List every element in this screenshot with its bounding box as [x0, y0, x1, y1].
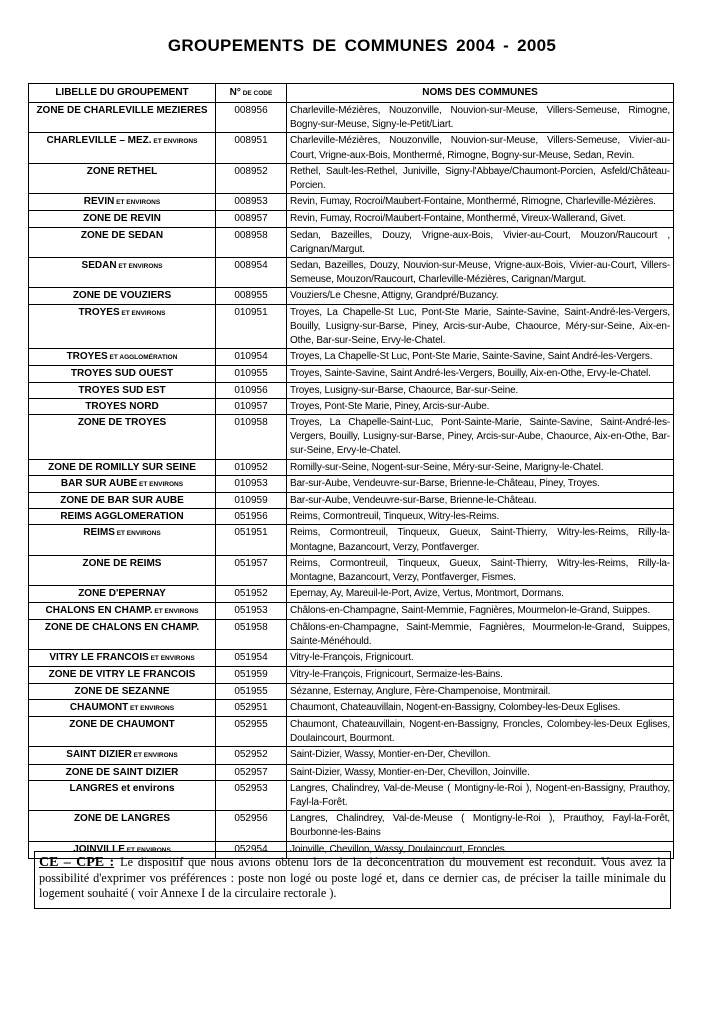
code-cell: 052951	[216, 699, 287, 716]
code-cell: 052955	[216, 716, 287, 746]
table-row	[29, 555, 674, 585]
libelle-suffix: ET ENVIRONS	[114, 199, 161, 207]
code-cell: 051959	[216, 667, 287, 683]
libelle-main: CHALONS EN CHAMP.	[45, 604, 153, 616]
table-row	[29, 258, 674, 288]
code-cell: 008955	[216, 288, 287, 304]
communes-cell: Bar-sur-Aube, Vendeuvre-sur-Barse, Brienne-le-Château, Piney, Troyes.	[287, 475, 674, 492]
communes-cell: Saint-Dizier, Wassy, Montier-en-Der, Chevillon, Joinville.	[287, 764, 674, 780]
libelle-main: LANGRES et environs	[69, 782, 175, 794]
libelle-suffix: ET ENVIRONS	[148, 655, 195, 663]
libelle-cell	[29, 163, 216, 193]
table-row	[29, 716, 674, 746]
communes-cell: Troyes, La Chapelle-Saint-Luc, Pont-Sainte-Marie, Sainte-Savine, Saint-André-les-Vergers, Bouilly, Lusigny-sur-Barse, Piney, Arcis-sur-Aube, Chaource, Aix-en-Othe, Bar-sur-Seine, Ervy-le-Chatel.	[287, 415, 674, 460]
code-cell: 008951	[216, 133, 287, 163]
code-cell: 010958	[216, 415, 287, 460]
communes-cell: Joinville, Chevillon, Wassy, Doulaincourt, Froncles.	[287, 841, 674, 858]
libelle-main: REVIN	[83, 196, 115, 208]
libelle-cell	[29, 811, 216, 841]
communes-cell: Reims, Cormontreuil, Tinqueux, Gueux, Saint-Thierry, Witry-les-Reims, Rilly-la-Montagne, Bazancourt, Verzy, Pontfaverger.	[287, 525, 674, 555]
code-cell: 008953	[216, 194, 287, 211]
header-libelle: LIBELLE DU GROUPEMENT	[29, 84, 216, 103]
table-row	[29, 780, 674, 810]
libelle-suffix: ET ENVIRONS	[128, 704, 175, 712]
libelle-cell	[29, 555, 216, 585]
communes-cell: Troyes, Sainte-Savine, Saint André-les-Vergers, Bouilly, Aix-en-Othe, Ervy-le-Chatel.	[287, 366, 674, 382]
code-cell: 010955	[216, 366, 287, 382]
table-row	[29, 133, 674, 163]
table-row	[29, 699, 674, 716]
code-cell: 052957	[216, 764, 287, 780]
code-cell: 052953	[216, 780, 287, 810]
code-cell: 008952	[216, 163, 287, 193]
communes-cell: Revin, Fumay, Rocroi/Maubert-Fontaine, Monthermé, Vireux-Wallerand, Givet.	[287, 211, 674, 227]
table-row	[29, 194, 674, 211]
communes-cell: Rethel, Sault-les-Rethel, Juniville, Signy-l'Abbaye/Chaumont-Porcien, Asfeld/Château- Porcien.	[287, 163, 674, 193]
header-code-small: DE CODE	[240, 89, 273, 97]
communes-cell: Troyes, Lusigny-sur-Barse, Chaource, Bar-sur-Seine.	[287, 382, 674, 398]
libelle-cell	[29, 716, 216, 746]
note-label: CE – CPE :	[39, 855, 115, 870]
table-row	[29, 586, 674, 602]
communes-cell: Châlons-en-Champagne, Saint-Memmie, Fagnières, Mourmelon-le-Grand, Suippes, Sainte-Ménéhould.	[287, 619, 674, 649]
libelle-cell	[29, 304, 216, 349]
page-title: GROUPEMENTS DE COMMUNES 2004 - 2005	[167, 36, 557, 55]
libelle-suffix: ET ENVIRONS	[124, 846, 171, 854]
communes-cell: Saint-Dizier, Wassy, Montier-en-Der, Chevillon.	[287, 747, 674, 764]
libelle-cell	[29, 586, 216, 602]
communes-cell: Chaumont, Chateauvillain, Nogent-en-Bassigny, Colombey-les-Deux Eglises.	[287, 699, 674, 716]
code-cell: 008957	[216, 211, 287, 227]
libelle-main: REIMS	[83, 527, 115, 539]
table-row	[29, 811, 674, 841]
communes-cell: Vitry-le-François, Frignicourt, Sermaize-les-Bains.	[287, 667, 674, 683]
libelle-cell	[29, 525, 216, 555]
code-cell: 051954	[216, 650, 287, 667]
code-cell: 008956	[216, 103, 287, 133]
libelle-cell	[29, 349, 216, 366]
libelle-cell	[29, 194, 216, 211]
libelle-suffix: ET AGGLOMÉRATION	[107, 354, 178, 362]
libelle-cell	[29, 650, 216, 667]
libelle-suffix: ET ENVIRONS	[114, 530, 161, 538]
table-row	[29, 459, 674, 475]
libelle-main: VITRY LE FRANCOIS	[49, 652, 149, 664]
libelle-cell	[29, 764, 216, 780]
libelle-cell	[29, 459, 216, 475]
communes-cell: Troyes, La Chapelle-St Luc, Pont-Ste Marie, Sainte-Savine, Saint André-les-Vergers.	[287, 349, 674, 366]
table-row	[29, 525, 674, 555]
libelle-cell	[29, 747, 216, 764]
groupements-table	[28, 83, 674, 859]
code-cell: 008954	[216, 258, 287, 288]
libelle-cell	[29, 619, 216, 649]
code-cell: 010953	[216, 475, 287, 492]
communes-cell: Charleville-Mézières, Nouzonville, Nouvion-sur-Meuse, Villers-Semeuse, Vivier-au-Court, Vrigne-aux-Bois, Monthermé, Rimogne, Bogny-sur-Meuse, Sedan, Revin.	[287, 133, 674, 163]
libelle-cell	[29, 780, 216, 810]
code-cell: 008958	[216, 227, 287, 257]
libelle-main: ZONE DE CHALONS EN CHAMP.	[44, 621, 200, 633]
communes-cell: Langres, Chalindrey, Val-de-Meuse ( Montigny-le-Roi ), Nogent-en-Bassigny, Prauthoy, Fayl-la-Forêt.	[287, 780, 674, 810]
libelle-main: TROYES	[66, 351, 108, 363]
libelle-cell	[29, 227, 216, 257]
table-row	[29, 602, 674, 619]
table-row	[29, 493, 674, 509]
libelle-main: ZONE DE CHARLEVILLE MEZIERES	[36, 105, 208, 116]
table-row	[29, 415, 674, 460]
libelle-cell	[29, 103, 216, 133]
table-row	[29, 475, 674, 492]
libelle-cell	[29, 398, 216, 414]
libelle-main: ZONE DE VOUZIERS	[72, 290, 172, 302]
libelle-main: TROYES SUD EST	[78, 384, 166, 396]
table-row	[29, 619, 674, 649]
libelle-suffix: ET ENVIRONS	[131, 752, 178, 760]
code-cell: 052952	[216, 747, 287, 764]
code-cell: 010957	[216, 398, 287, 414]
header-noms: NOMS DES COMMUNES	[287, 84, 674, 103]
libelle-main: TROYES SUD OUEST	[70, 368, 174, 380]
libelle-main: CHAUMONT	[69, 701, 129, 713]
libelle-suffix: ET ENVIRONS	[152, 607, 199, 615]
communes-cell: Chaumont, Chateauvillain, Nogent-en-Bassigny, Froncles, Colombey-les-Deux Eglises, Doulaincourt, Bourmont.	[287, 716, 674, 746]
libelle-main: ZONE DE REVIN	[83, 213, 161, 225]
libelle-main: ZONE DE REIMS	[82, 557, 162, 569]
libelle-main: ZONE D'EPERNAY	[78, 588, 166, 600]
communes-cell: Revin, Fumay, Rocroi/Maubert-Fontaine, Monthermé, Rimogne, Charleville-Mézières.	[287, 194, 674, 211]
libelle-main: JOINVILLE	[73, 843, 125, 855]
libelle-cell	[29, 415, 216, 460]
communes-cell: Sedan, Bazeilles, Douzy, Vrigne-aux-Bois, Vivier-au-Court, Mouzon/Raucourt , Carignan/Margut.	[287, 227, 674, 257]
communes-cell: Sedan, Bazeilles, Douzy, Nouvion-sur-Meuse, Vrigne-aux-Bois, Vivier-au-Court, Villers-Semeuse, Mouzon/Raucourt, Charleville-Mézières, Carignan/Margut.	[287, 258, 674, 288]
libelle-main: BAR SUR AUBE	[60, 477, 138, 489]
libelle-main: REIMS AGGLOMERATION	[60, 511, 184, 523]
libelle-cell	[29, 683, 216, 699]
communes-cell: Sézanne, Esternay, Anglure, Fère-Champenoise, Montmirail.	[287, 683, 674, 699]
code-cell: 010952	[216, 459, 287, 475]
table-row	[29, 304, 674, 349]
table-row	[29, 349, 674, 366]
note-text: Le dispositif que nous avions obtenu lors de la déconcentration du mouvement est reconduit. Vous avez la possibilité d'exprimer vos préférences : poste non logé ou poste logé et, dans ce dernier cas, de préciser la taille minimale du logement souhaité ( voir Annexe I de la circulaire rectorale ).	[39, 855, 666, 900]
table-row	[29, 366, 674, 382]
libelle-cell	[29, 602, 216, 619]
code-cell: 051951	[216, 525, 287, 555]
communes-cell: Troyes, La Chapelle-St Luc, Pont-Ste Marie, Sainte-Savine, Saint-André-les-Vergers, Bouilly, Lusigny-sur-Barse, Piney, Arcis-sur-Aube, Chaource, Méry-sur-Seine, Aix-en-Othe, Bar-sur-Seine, Ervy-le-Chatel.	[287, 304, 674, 349]
libelle-cell	[29, 699, 216, 716]
table-row	[29, 683, 674, 699]
table-row	[29, 747, 674, 764]
libelle-main: ZONE DE SAINT DIZIER	[65, 766, 179, 778]
code-cell: 051952	[216, 586, 287, 602]
libelle-cell	[29, 366, 216, 382]
code-cell: 010954	[216, 349, 287, 366]
code-cell: 010956	[216, 382, 287, 398]
communes-cell: Reims, Cormontreuil, Tinqueux, Witry-les-Reims.	[287, 509, 674, 525]
code-cell: 010951	[216, 304, 287, 349]
table-row	[29, 227, 674, 257]
table-row	[29, 509, 674, 525]
ce-cpe-note	[34, 851, 671, 909]
code-cell: 051955	[216, 683, 287, 699]
libelle-suffix: ET ENVIRONS	[119, 309, 166, 317]
libelle-cell	[29, 667, 216, 683]
table-row	[29, 288, 674, 304]
table-header-row	[29, 84, 674, 103]
libelle-cell	[29, 493, 216, 509]
code-cell: 051958	[216, 619, 287, 649]
communes-cell: Troyes, Pont-Ste Marie, Piney, Arcis-sur-Aube.	[287, 398, 674, 414]
libelle-suffix: ET ENVIRONS	[151, 138, 198, 146]
libelle-main: ZONE RETHEL	[86, 165, 158, 177]
libelle-main: ZONE DE VITRY LE FRANCOIS	[48, 669, 196, 681]
libelle-main: SEDAN	[81, 260, 117, 272]
header-code	[216, 84, 287, 103]
libelle-cell	[29, 133, 216, 163]
table-row	[29, 398, 674, 414]
table-row	[29, 667, 674, 683]
table-body	[29, 103, 674, 859]
communes-cell: Châlons-en-Champagne, Saint-Memmie, Fagnières, Mourmelon-le-Grand, Suippes.	[287, 602, 674, 619]
libelle-cell	[29, 288, 216, 304]
communes-cell: Romilly-sur-Seine, Nogent-sur-Seine, Méry-sur-Seine, Marigny-le-Chatel.	[287, 459, 674, 475]
code-cell: 010959	[216, 493, 287, 509]
libelle-suffix: ET ENVIRONS	[116, 263, 163, 271]
header-code-main: N°	[229, 86, 241, 98]
code-cell: 051953	[216, 602, 287, 619]
table-row	[29, 211, 674, 227]
table-row	[29, 103, 674, 133]
libelle-main: ZONE DE SEZANNE	[74, 685, 170, 697]
communes-cell: Bar-sur-Aube, Vendeuvre-sur-Barse, Brienne-le-Château.	[287, 493, 674, 509]
libelle-main: ZONE DE TROYES	[77, 417, 167, 429]
table-row	[29, 764, 674, 780]
libelle-main: ZONE DE CHAUMONT	[69, 718, 175, 730]
table-row	[29, 163, 674, 193]
libelle-cell	[29, 211, 216, 227]
libelle-main: ZONE DE BAR SUR AUBE	[60, 495, 184, 507]
libelle-main: ZONE DE ROMILLY SUR SEINE	[48, 461, 196, 473]
code-cell: 052956	[216, 811, 287, 841]
libelle-main: ZONE DE LANGRES	[73, 813, 171, 825]
communes-cell: Langres, Chalindrey, Val-de-Meuse ( Montigny-le-Roi ), Prauthoy, Fayl-la-Forêt, Bourbonne-les-Bains	[287, 811, 674, 841]
code-cell: 051957	[216, 555, 287, 585]
communes-cell: Charleville-Mézières, Nouzonville, Nouvion-sur-Meuse, Villers-Semeuse, Rimogne, Bogny-sur-Meuse, Signy-le-Petit/Liart.	[287, 103, 674, 133]
code-cell: 051956	[216, 509, 287, 525]
communes-cell: Reims, Cormontreuil, Tinqueux, Gueux, Saint-Thierry, Witry-les-Reims, Rilly-la-Montagne, Bazancourt, Verzy, Pontfaverger, Fismes.	[287, 555, 674, 585]
table-row	[29, 650, 674, 667]
libelle-cell	[29, 382, 216, 398]
libelle-main: TROYES	[78, 306, 120, 318]
libelle-main: ZONE DE SEDAN	[80, 229, 164, 241]
libelle-main: CHARLEVILLE – MEZ.	[46, 135, 152, 147]
code-cell: 052954	[216, 841, 287, 858]
libelle-main: SAINT DIZIER	[66, 749, 132, 761]
communes-cell: Vitry-le-François, Frignicourt.	[287, 650, 674, 667]
libelle-cell	[29, 475, 216, 492]
libelle-suffix: ET ENVIRONS	[137, 480, 184, 488]
libelle-cell	[29, 258, 216, 288]
communes-cell: Epernay, Ay, Mareuil-le-Port, Avize, Vertus, Montmort, Dormans.	[287, 586, 674, 602]
table-row	[29, 382, 674, 398]
libelle-main: TROYES NORD	[85, 400, 159, 412]
communes-cell: Vouziers/Le Chesne, Attigny, Grandpré/Buzancy.	[287, 288, 674, 304]
libelle-cell	[29, 509, 216, 525]
